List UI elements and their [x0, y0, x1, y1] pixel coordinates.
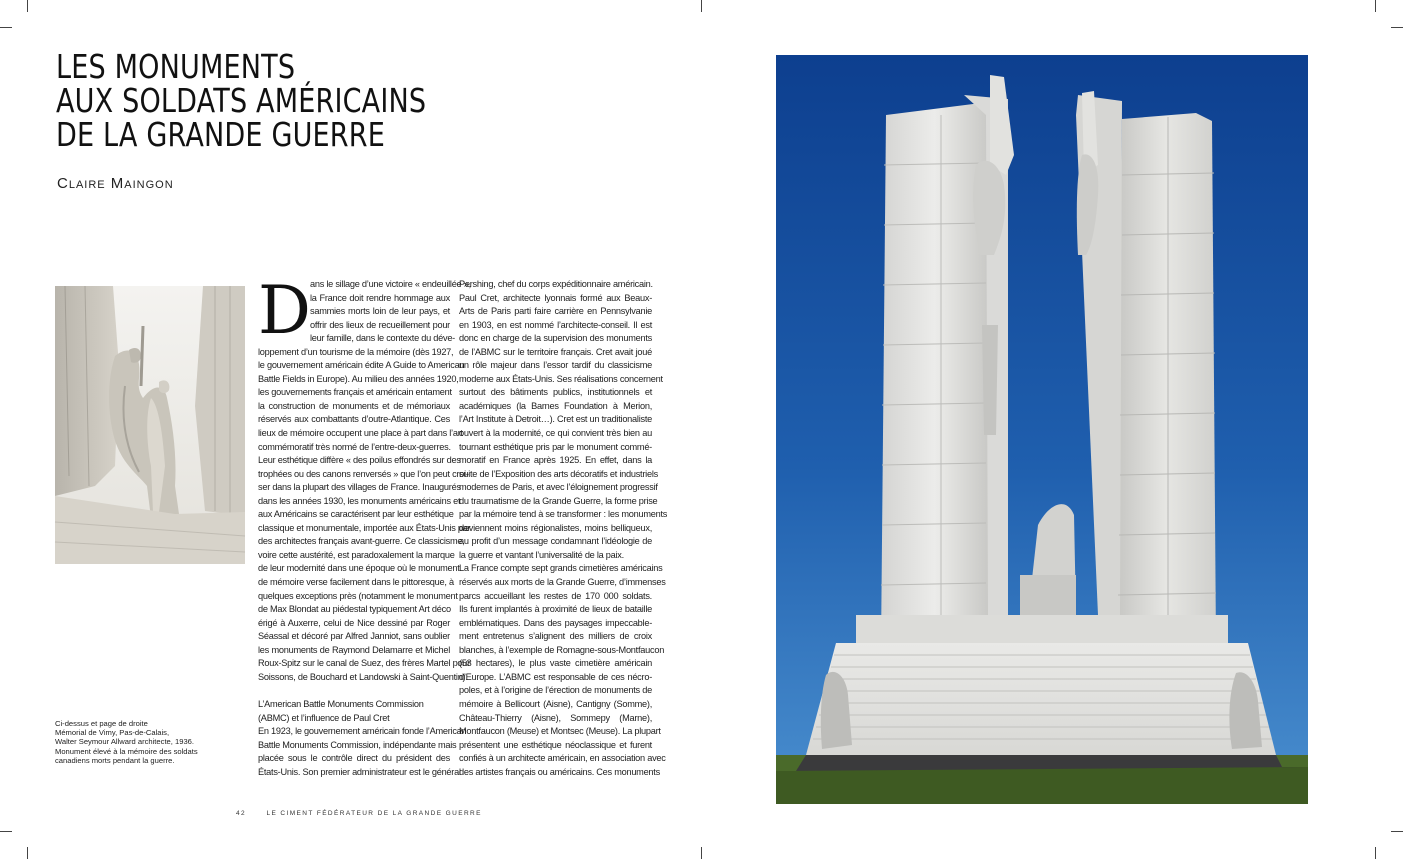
body-line: sammies morts loin de leur pays, et — [310, 306, 450, 317]
caption-line: Ci-dessus et page de droite — [55, 719, 148, 728]
body-line: les gouvernements français et américain entament — [258, 387, 452, 398]
body-line: académiques (la Barnes Foundation à Merion, — [459, 400, 652, 411]
body-line: du traumatisme de la Grande Guerre, la forme prise — [459, 495, 658, 506]
body-line: suite de l’Exposition des arts décoratifs et industriels — [459, 468, 658, 479]
body-line: Battle Monuments Commission, indépendante mais — [258, 739, 457, 750]
body-line: aux Américains se caractérisent par leur esthétique — [258, 509, 454, 520]
body-line: Pershing, chef du corps expéditionnaire américain. — [459, 279, 653, 289]
section-heading: (ABMC) et l’influence de Paul Cret — [258, 712, 390, 723]
crop-mark — [27, 0, 28, 12]
body-line: Ils furent implantés à proximité de lieux de bataille — [459, 604, 652, 615]
body-line: emblématiques. Dans des paysages impeccable- — [459, 617, 652, 628]
memorial-illustration — [776, 55, 1308, 804]
crop-mark — [1375, 0, 1376, 12]
caption-line: canadiens morts pendant la guerre. — [55, 755, 175, 765]
body-line: de mémoire verse facilement dans le pittoresque, à — [258, 577, 454, 588]
body-line: Battle Fields in Europe). Au milieu des années 1920, — [258, 373, 459, 384]
photo-vimy-memorial-pylons — [776, 55, 1308, 804]
body-line: la France doit rendre hommage aux — [310, 292, 450, 303]
body-line: réservés aux morts de la Grande Guerre, d’immenses — [459, 577, 666, 588]
body-line: de leur modernité dans une époque où le monument — [258, 563, 460, 574]
body-line: des artistes français ou américains. Ces monuments — [459, 766, 660, 777]
body-line: leur famille, dans le contexte du déve- — [310, 333, 455, 344]
body-line: blanches, à l’exemple de Romagne-sous-Montfaucon — [459, 644, 665, 655]
drop-cap: D — [258, 272, 311, 349]
photo-vimy-statues — [55, 286, 245, 564]
body-line: Arts de Paris parti faire carrière en Pennsylvanie — [459, 306, 652, 317]
body-line: la guerre et vantant l’universalité de la paix. — [459, 549, 624, 560]
body-line: donc en charge de la supervision des monuments — [459, 333, 652, 344]
crop-mark — [701, 847, 702, 859]
body-line: les monuments de Raymond Delamarre et Michel — [258, 644, 450, 655]
body-line: l’Art Institute à Detroit…). Cret est un traditionaliste — [459, 414, 652, 425]
body-line: un rôle majeur dans l’essor tardif du classicisme — [459, 360, 652, 371]
body-line: Séassal et décoré par Alfred Janniot, sans oublier — [258, 631, 450, 642]
body-line: ment entretenus s’alignent des milliers de croix — [459, 631, 652, 642]
crop-mark — [27, 847, 28, 859]
statues-illustration — [55, 286, 245, 564]
body-line: loppement d’un tourisme de la mémoire (dès 1927, — [258, 346, 454, 357]
crop-mark — [0, 831, 12, 832]
running-title: LE CIMENT FÉDÉRATEUR DE LA GRANDE GUERRE — [266, 810, 482, 817]
text-column-2 — [459, 278, 668, 779]
caption-line: Walter Seymour Allward architecte, 1936. — [55, 737, 194, 747]
body-line: commémoratif très normé de l’entre-deux-guerres. — [258, 441, 451, 452]
body-line: réservés aux combattants d’outre-Atlantique. Ces — [258, 414, 450, 425]
body-line: en 1903, en est nommé l’architecte-conseil. Il est — [459, 319, 652, 330]
body-line: Leur esthétique diffère « des poilus effondrés sur des — [258, 455, 461, 466]
crop-mark — [0, 27, 12, 28]
body-line: confiés à un architecte américain, en association avec — [459, 753, 666, 764]
body-line: la construction de monuments et de mémoriaux — [258, 400, 450, 411]
text-column-1 — [258, 272, 471, 779]
body-line: Paul Cret, architecte lyonnais formé aux Beaux- — [459, 292, 652, 303]
body-line: trophées ou des canons renversés » que l’on peut croi- — [258, 468, 469, 479]
body-line: au profit d’un message condamnant l’idéologie de — [459, 536, 652, 547]
title-line: DE LA GRANDE GUERRE — [56, 115, 385, 154]
body-line: moratif en France après 1925. En effet, dans la — [459, 455, 652, 466]
body-line: lieux de mémoire occupent une place à part dans l’art — [258, 428, 463, 439]
body-line: érigé à Auxerre, celui de Nice dessiné par Roger — [258, 617, 450, 628]
body-line: deviennent moins régionalistes, moins belliqueux, — [459, 522, 652, 533]
body-line: de Max Blondat au piédestal typiquement Art déco — [258, 604, 451, 615]
body-line: ser dans la plupart des villages de France. Inaugurés — [258, 482, 461, 493]
body-line: quelques exceptions près (notamment le monument — [258, 590, 458, 601]
section-heading: L’American Battle Monuments Commission — [258, 698, 424, 709]
body-line: parcs accueillant les restes de 170 000 soldats. — [459, 590, 652, 601]
author-name: Claire Maingon — [57, 175, 174, 192]
body-line: ans le sillage d’une victoire « endeuillée », — [310, 279, 471, 289]
crop-mark — [1391, 831, 1403, 832]
caption-line: Mémorial de Vimy, Pas-de-Calais, — [55, 728, 170, 738]
body-line: présentent une esthétique néoclassique et furent — [459, 739, 652, 750]
body-line: placée sous le contrôle direct du président des — [258, 753, 450, 764]
body-line: le gouvernement américain édite A Guide to American — [258, 360, 465, 371]
title-line: LES MONUMENTS — [56, 47, 296, 86]
body-line: d’Europe. L’ABMC est responsable de ces nécro- — [459, 671, 652, 682]
body-line: Château-Thierry (Aisne), Sommepy (Marne), — [459, 712, 652, 723]
crop-mark — [1391, 27, 1403, 28]
body-line: mémoire à Bellicourt (Aisne), Cantigny (Somme), — [459, 698, 652, 709]
crop-mark — [1375, 847, 1376, 859]
body-line: moderne aux États-Unis. Ses réalisations concernent — [459, 373, 663, 384]
body-line: classique et monumentale, importée aux États-Unis par — [258, 522, 471, 533]
body-line: voire cette austérité, est paradoxalement la marque — [258, 549, 455, 560]
body-line: tournant esthétique pris par le monument commé- — [459, 441, 652, 452]
page-folio — [236, 810, 482, 817]
body-line: Roux-Spitz sur le canal de Suez, des frères Martel pour — [258, 658, 470, 669]
body-line: Soissons, de Bouchard et Landowski à Saint-Quentin). — [258, 671, 468, 682]
body-line: En 1923, le gouvernement américain fonde l’American — [258, 726, 467, 737]
body-line: par la mémoire tend à se transformer : les monuments — [459, 509, 668, 520]
body-line: ouvert à la modernité, ce qui convient très bien au — [459, 428, 652, 439]
body-line: modernes de Paris, et avec l’éloignement progressif — [459, 482, 658, 493]
body-line: poles, et à l’origine de l’érection de monuments de — [459, 685, 652, 696]
article-title — [56, 47, 597, 154]
body-line: dans les années 1930, les monuments américains et — [258, 495, 461, 506]
caption-line: Monument élevé à la mémoire des soldats — [55, 746, 198, 756]
photo-caption — [55, 719, 215, 765]
body-line: La France compte sept grands cimetières américains — [459, 563, 663, 574]
page-number: 42 — [236, 810, 247, 817]
title-line: AUX SOLDATS AMÉRICAINS — [56, 81, 427, 120]
body-line: de l’ABMC sur le territoire français. Cret avait joué — [459, 346, 652, 357]
crop-mark — [701, 0, 702, 12]
body-line: des architectes français avant-guerre. Ce classicisme, — [258, 536, 465, 547]
body-line: surtout des bâtiments publics, institutionnels et — [459, 387, 652, 398]
body-line: États-Unis. Son premier administrateur est le général — [258, 766, 461, 777]
body-line: (53 hectares), le plus vaste cimetière américain — [459, 658, 652, 669]
body-line: Montfaucon (Meuse) et Montsec (Meuse). La plupart — [459, 726, 661, 737]
body-line: offrir des lieux de recueillement pour — [310, 319, 450, 330]
